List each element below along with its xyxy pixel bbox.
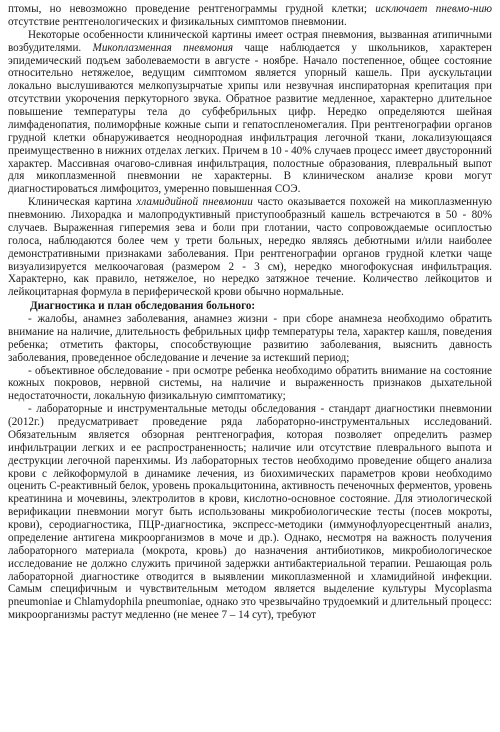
text-run: птомы, но невозможно проведение рентгенограммы грудной клетки;: [8, 3, 376, 15]
text-run: - лабораторные и инструментальные методы обследования - стандарт диагностики пневмонии (2012г.) предусматривает проведение ряда лабораторно-инструментальных исследований. Обязательным является обзорная рентгенография, которая позволяет определить размер инфильтрации легких и ее распространенность; наличие или отсутствие плеврального выпота и деструкции легочной паренхимы. Из лабораторных тестов необходимо проведение общего анализа крови с лейкоформулой в динамике лечения, из биохимических параметров крови необходимо оценить С-реактивный белок, уровень прокальцитонина, активность печеночных ферментов, уровень креатинина и мочевины, электролитов в крови, кислотно-основное состояние. Для этиологической верификации пневмонии могут быть использованы микробиологические тесты (посев мокроты, крови), серодиагностика, ПЦР-диагностика, экспресс-методики (иммунофлуоресцентный анализ, определение антигена микроорганизмов в моче и др.). Однако, несмотря на важность получения лабораторного материала (мокрота, кровь) до назначения антибиотиков, микробиологическое исследование не должно служить причиной задержки антибактериальной терапии. Решающая роль лабораторной диагностике отводится в выявлении микоплазменной и хламидийной инфекции. Самым специфичным и чувствительным методом является выделение культуры Mycoplasma pneumoniae и Chlamydophila pneumoniae, однако это чрезвычайно трудоемкий и длительный процесс: микроорганизмы растут медленно (не менее 7 – 14 сут), требуют: [8, 403, 492, 622]
text-run: Некоторые особенности клинической картины имеет острая пневмония, вызванная атипичными возбудителями.: [8, 28, 492, 54]
italic-term: хламидийной пневмонии: [136, 196, 253, 209]
text-run: - жалобы, анамнез заболевания, анамнез жизни - при сборе анамнеза необходимо обратить внимание на наличие, длительность фебрильных цифр температуры тела, характер кашля, поведения ребенка; отметить факторы, способствующие развитию заболевания, выяснить давность заболевания, проведенное обследование и лечение за истекший период;: [8, 313, 492, 364]
text-run: часто оказывается похожей на микоплазменную пневмонию. Лихорадка и малопродуктивный приступообразный кашель встречаются в 50 - 80% случаев. Выраженная гиперемия зева и боли при глотании, часто сопровождаемые осиплостью голоса, наблюдаются более чем у трети больных, нередко являясь дебютными и/или наиболее демонстративными признаками заболевания. При рентгенографии органов грудной клетки чаще визуализируется мелкоочаговая (размером 2 - 3 см), нередко многофокусная инфильтрация. Характерно, как правило, нетяжелое, но нередко затяжное течение. Количество лейкоцитов и лейкоцитарная формула в периферической крови обычно нормальные.: [8, 196, 492, 299]
paragraph: [8, 3, 492, 29]
text-run: чаще наблюдается у школьников, характерен эпидемический подъем заболеваемости в августе - ноябре. Начало постепенное, общее состояние относительно нетяжелое, ведущим симптомом является упорный кашель. При аускультации локально выслушиваются мелкопузырчатые хрипы или незвучная инспираторная крепитация при отсутствии укорочения перкуторного звука. Обратное развитие медленное, характерно длительное повышение температуры тела до субфебрильных цифр. Нередко определяются шейная лимфаденопатия, полиморфные кожные сыпи и гепатоспленомегалия. При рентгенографии органов грудной клетки обнаруживается неоднородная инфильтрация легочной ткани, локализующаяся преимущественно в нижних отделах легких. Причем в 10 - 40% случаев процесс имеет двусторонний характер. Массивная очагово-сливная инфильтрация, полостные образования, плевральный выпот для микоплазменной пневмонии не характерны. В клиническом анализе крови могут диагностироваться лимфоцитоз, умеренно повышенная СОЭ.: [8, 41, 492, 196]
paragraph: [8, 403, 492, 622]
italic-term: исключает пневмо-нию: [375, 3, 492, 15]
paragraph: [8, 196, 492, 299]
paragraph: [8, 365, 492, 404]
section-heading: [8, 300, 492, 313]
text-run: Клиническая картина: [28, 196, 137, 209]
text-run: Диагностика и план обследования больного:: [30, 300, 256, 313]
text-run: - объективное обследование - при осмотре ребенка необходимо обратить внимание на состояние кожных покровов, нервной системы, на наличие и выраженность признаков дыхательной недостаточности, локальную физикальную симптоматику;: [8, 364, 492, 403]
paragraph: [8, 29, 492, 196]
paragraph: [8, 313, 492, 365]
italic-term: Микоплазменная пневмония: [92, 41, 234, 54]
text-run: отсутствие рентгенологических и физикальных симптомов пневмонии.: [8, 15, 347, 28]
